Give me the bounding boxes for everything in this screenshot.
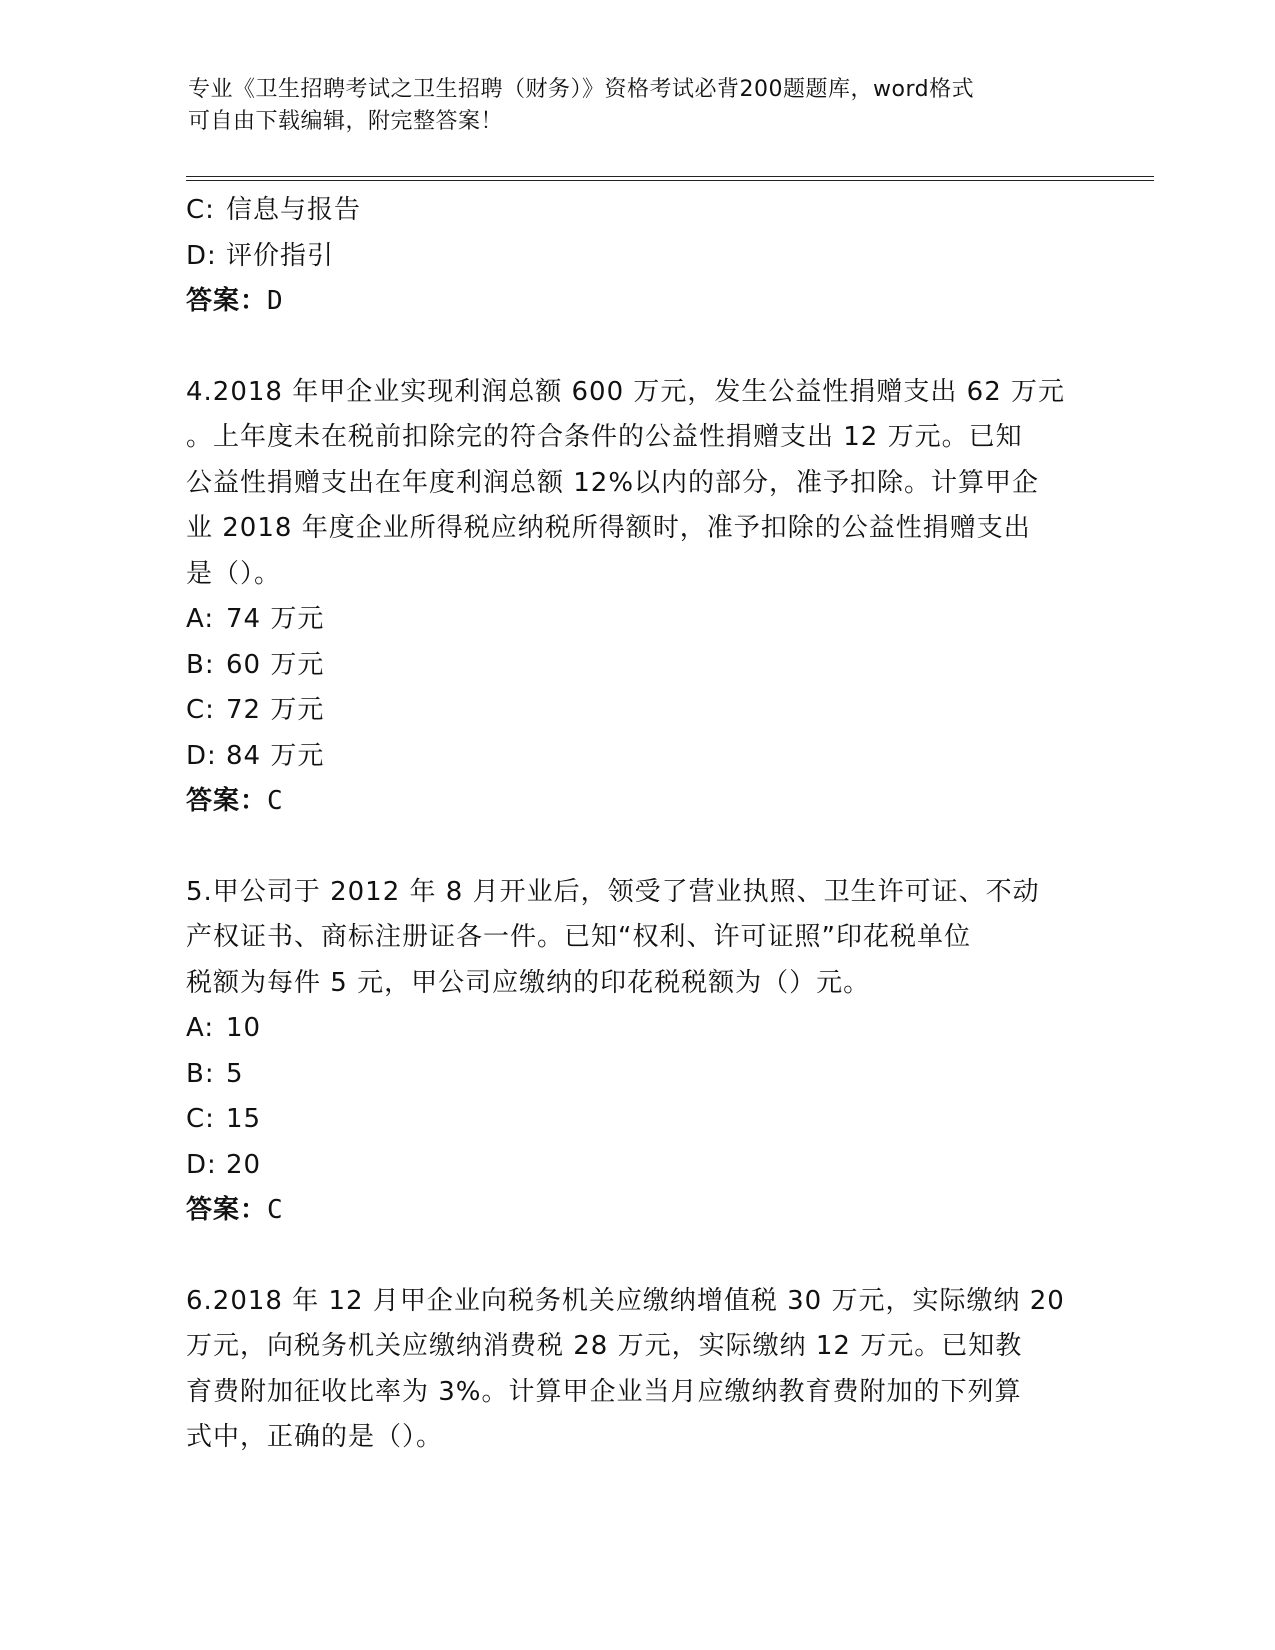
option-d: [186, 1143, 1086, 1189]
option-d: [186, 734, 1086, 780]
option-text: 评价指引: [226, 240, 335, 271]
question-stem-line: 4.2018 年甲企业实现利润总额 600 万元，发生公益性捐赠支出 62 万元: [186, 376, 1066, 407]
question-5: [186, 870, 1086, 1234]
question-stem-line: 万元，向税务机关应缴纳消费税 28 万元，实际缴纳 12 万元。已知教: [186, 1331, 1023, 1361]
option-b: [186, 643, 1086, 689]
question-stem-line: 。上年度未在税前扣除完的符合条件的公益性捐赠支出 12 万元。已知: [186, 422, 1023, 452]
question-stem-line: 式中，正确的是（）。: [186, 1422, 444, 1452]
question-stem-line: 业 2018 年度企业所得税应纳税所得额时，准予扣除的公益性捐赠支出: [186, 513, 1031, 543]
answer-label: 答案：: [186, 786, 268, 816]
option-text: 84 万元: [226, 740, 325, 771]
option-c: [186, 688, 1086, 734]
prev-question: [186, 188, 1086, 325]
option-text: 74 万元: [226, 604, 325, 634]
question-stem-line: 产权证书、商标注册证各一件。已知“权利、许可证照”印花税单位: [186, 922, 971, 952]
option-a: [186, 1006, 1086, 1052]
option-text: 20: [226, 1149, 262, 1180]
option-text: 5: [226, 1058, 244, 1089]
option-letter: C:: [186, 195, 215, 225]
question-stem-line: 税额为每件 5 元，甲公司应缴纳的印花税税额为（）元。: [186, 967, 871, 998]
answer-value: D: [267, 286, 284, 316]
option-a: [186, 597, 1086, 643]
answer-value: C: [267, 1195, 284, 1225]
question-4: [186, 370, 1086, 825]
question-stem-line: 公益性捐赠支出在年度利润总额 12%以内的部分，准予扣除。计算甲企: [186, 467, 1040, 498]
option-letter: B:: [186, 1058, 215, 1089]
option-letter: A:: [186, 1013, 215, 1043]
option-c: [186, 1097, 1086, 1143]
question-stem-line: 5.甲公司于 2012 年 8 月开业后，领受了营业执照、卫生许可证、不动: [186, 876, 1040, 907]
answer-value: C: [267, 786, 284, 816]
option-text: 72 万元: [226, 695, 325, 725]
option-c: [186, 188, 1086, 234]
question-stem-line: 育费附加征收比率为 3%。计算甲企业当月应缴纳教育费附加的下列算: [186, 1376, 1022, 1407]
answer-line: [186, 779, 1086, 825]
option-letter: C:: [186, 1104, 215, 1134]
option-letter: D:: [186, 740, 217, 771]
answer-line: [186, 1188, 1086, 1234]
option-text: 15: [226, 1104, 262, 1134]
answer-label: 答案：: [186, 1195, 268, 1225]
option-letter: B:: [186, 649, 215, 680]
option-b: [186, 1052, 1086, 1098]
option-text: 信息与报告: [226, 195, 362, 225]
header-title-line-2: 可自由下载编辑，附完整答案！: [188, 109, 504, 134]
question-stem-line: 是（）。: [186, 558, 282, 589]
question-6: [186, 1279, 1086, 1461]
question-stem-line: 6.2018 年 12 月甲企业向税务机关应缴纳增值税 30 万元，实际缴纳 20: [186, 1285, 1065, 1316]
header-divider: [186, 176, 1154, 181]
answer-line: [186, 279, 1086, 325]
option-d: [186, 234, 1086, 280]
header-title-line-1: 专业《卫生招聘考试之卫生招聘（财务）》资格考试必背200题题库，word格式: [188, 77, 975, 102]
option-letter: D:: [186, 240, 217, 271]
answer-label: 答案：: [186, 286, 268, 316]
option-text: 60 万元: [226, 649, 325, 680]
question-content: [186, 188, 1086, 1461]
option-letter: D:: [186, 1149, 217, 1180]
option-text: 10: [226, 1013, 262, 1043]
option-letter: A:: [186, 604, 215, 634]
page-header: [188, 74, 1078, 138]
option-letter: C:: [186, 695, 215, 725]
